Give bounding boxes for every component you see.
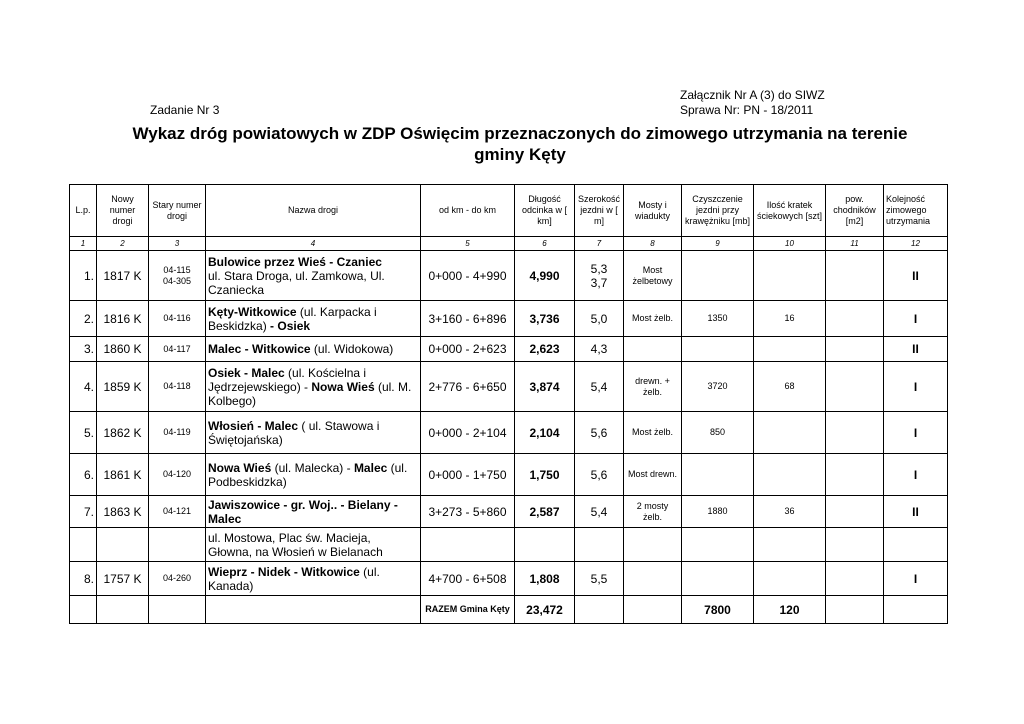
row-cleaning: 1880 bbox=[682, 496, 754, 528]
row-lp: 1. bbox=[70, 251, 97, 301]
row-road-name bbox=[206, 251, 421, 301]
table-row bbox=[70, 251, 948, 301]
row-sidewalks bbox=[826, 454, 884, 496]
row-new-number: 1757 K bbox=[97, 562, 149, 596]
row-km: 3+273 - 5+860 bbox=[421, 496, 515, 528]
row-old-number: 04-116 bbox=[149, 301, 206, 337]
row-lp: 5. bbox=[70, 412, 97, 454]
row-km: 0+000 - 2+623 bbox=[421, 337, 515, 362]
row-km: 0+000 - 1+750 bbox=[421, 454, 515, 496]
road-name-detail: (ul. Malecka) - bbox=[271, 460, 354, 475]
task-label: Zadanie Nr 3 bbox=[150, 103, 220, 117]
road-name-bold: Malec bbox=[353, 460, 388, 475]
row-new-number: 1860 K bbox=[97, 337, 149, 362]
total-grates: 120 bbox=[754, 596, 826, 624]
road-name-bold: Nowa Wieś bbox=[208, 460, 272, 475]
column-number: 1 bbox=[70, 237, 97, 251]
row-order: I bbox=[884, 362, 948, 412]
row-new-number: 1859 K bbox=[97, 362, 149, 412]
row-bridges bbox=[624, 562, 682, 596]
row-lp: 3. bbox=[70, 337, 97, 362]
row-km: 2+776 - 6+650 bbox=[421, 362, 515, 412]
row-km: 0+000 - 4+990 bbox=[421, 251, 515, 301]
row-sidewalks bbox=[826, 301, 884, 337]
empty-cell bbox=[206, 596, 421, 624]
column-number: 4 bbox=[206, 237, 421, 251]
column-number: 6 bbox=[515, 237, 575, 251]
row-lp: 8. bbox=[70, 562, 97, 596]
row-new-number: 1816 K bbox=[97, 301, 149, 337]
row-old-number: 04-120 bbox=[149, 454, 206, 496]
row-grates: 36 bbox=[754, 496, 826, 528]
row-lp: 4. bbox=[70, 362, 97, 412]
row-lp: 6. bbox=[70, 454, 97, 496]
row-road-name: ul. Mostowa, Plac św. Macieja, Głowna, na Włosień w Bielanach bbox=[206, 528, 421, 562]
row-width: 4,3 bbox=[575, 337, 624, 362]
road-name-detail: ( ul. Stawowa i Świętojańska) bbox=[208, 418, 380, 447]
empty-cell bbox=[754, 528, 826, 562]
table-row bbox=[70, 412, 948, 454]
empty-cell bbox=[624, 528, 682, 562]
header-lp: L.p. bbox=[70, 185, 97, 237]
column-number: 8 bbox=[624, 237, 682, 251]
width-line: 3,7 bbox=[590, 275, 608, 290]
row-order: II bbox=[884, 496, 948, 528]
row-bridges bbox=[624, 337, 682, 362]
row-order: I bbox=[884, 412, 948, 454]
row-order: I bbox=[884, 301, 948, 337]
empty-cell bbox=[575, 596, 624, 624]
row-bridges: drewn. + żelb. bbox=[624, 362, 682, 412]
row-road-name bbox=[206, 337, 421, 362]
header-bridges: Mosty i wiadukty bbox=[624, 185, 682, 237]
empty-cell bbox=[884, 528, 948, 562]
row-cleaning bbox=[682, 562, 754, 596]
road-name-bold: Osiek - Malec bbox=[208, 365, 285, 380]
row-length: 1,808 bbox=[515, 562, 575, 596]
row-old-number: 04-260 bbox=[149, 562, 206, 596]
empty-cell bbox=[97, 596, 149, 624]
row-road-name bbox=[206, 412, 421, 454]
header-name: Nazwa drogi bbox=[206, 185, 421, 237]
header-length: Długość odcinka w [ km] bbox=[515, 185, 575, 237]
row-length: 3,874 bbox=[515, 362, 575, 412]
row-km: 4+700 - 6+508 bbox=[421, 562, 515, 596]
old-number-line: 04-115 bbox=[163, 264, 191, 275]
header-order: Kolejność zimowego utrzymania bbox=[884, 185, 948, 237]
row-sidewalks bbox=[826, 412, 884, 454]
road-name-bold: Kęty-Witkowice bbox=[208, 304, 297, 319]
row-old-number: 04-118 bbox=[149, 362, 206, 412]
row-old-number bbox=[149, 251, 206, 301]
row-order: I bbox=[884, 454, 948, 496]
row-bridges: Most żelbetowy bbox=[624, 251, 682, 301]
row-sidewalks bbox=[826, 362, 884, 412]
empty-cell bbox=[149, 528, 206, 562]
title-line-2: gminy Kęty bbox=[474, 145, 566, 164]
row-length: 2,587 bbox=[515, 496, 575, 528]
row-new-number: 1863 K bbox=[97, 496, 149, 528]
row-grates bbox=[754, 251, 826, 301]
road-name-bold: Włosień - Malec bbox=[208, 418, 299, 433]
road-name-bold: Malec - Witkowice bbox=[208, 342, 311, 356]
total-length: 23,472 bbox=[515, 596, 575, 624]
row-road-name bbox=[206, 301, 421, 337]
header-old-number: Stary numer drogi bbox=[149, 185, 206, 237]
road-name-bold: Wieprz - Nidek - Witkowice bbox=[208, 564, 360, 579]
page-title bbox=[70, 123, 970, 165]
row-bridges: Most żelb. bbox=[624, 412, 682, 454]
table-row bbox=[70, 454, 948, 496]
column-number-row bbox=[70, 237, 948, 251]
row-length: 2,104 bbox=[515, 412, 575, 454]
column-number: 11 bbox=[826, 237, 884, 251]
row-order: I bbox=[884, 562, 948, 596]
column-number: 2 bbox=[97, 237, 149, 251]
header-km: od km - do km bbox=[421, 185, 515, 237]
old-number-line: 04-305 bbox=[162, 275, 192, 286]
row-length: 4,990 bbox=[515, 251, 575, 301]
empty-cell bbox=[149, 596, 206, 624]
empty-cell bbox=[682, 528, 754, 562]
column-number: 10 bbox=[754, 237, 826, 251]
row-bridges: Most drewn. bbox=[624, 454, 682, 496]
header-row bbox=[70, 185, 948, 237]
road-name-detail: (ul. Kościelna i Jędrzejewskiego) - bbox=[208, 365, 367, 394]
row-lp: 7. bbox=[70, 496, 97, 528]
row-grates: 68 bbox=[754, 362, 826, 412]
road-name-bold: Nowa Wieś bbox=[311, 379, 375, 394]
table-row bbox=[70, 337, 948, 362]
column-number: 5 bbox=[421, 237, 515, 251]
header-width: Szerokość jezdni w [ m] bbox=[575, 185, 624, 237]
row-grates bbox=[754, 412, 826, 454]
row-old-number: 04-121 bbox=[149, 496, 206, 528]
total-row bbox=[70, 596, 948, 624]
column-number: 12 bbox=[884, 237, 948, 251]
attachment-line-1: Załącznik Nr A (3) do SIWZ bbox=[680, 88, 825, 102]
row-grates: 16 bbox=[754, 301, 826, 337]
attachment-line-2: Sprawa Nr: PN - 18/2011 bbox=[680, 103, 814, 117]
row-length: 2,623 bbox=[515, 337, 575, 362]
row-grates bbox=[754, 562, 826, 596]
empty-cell bbox=[70, 528, 97, 562]
row-cleaning bbox=[682, 454, 754, 496]
empty-cell bbox=[515, 528, 575, 562]
road-name-bold: - Osiek bbox=[270, 318, 311, 333]
total-cleaning: 7800 bbox=[682, 596, 754, 624]
roads-table bbox=[69, 184, 948, 624]
road-name-detail: (ul. Kanada) bbox=[208, 564, 380, 593]
table-row bbox=[70, 301, 948, 337]
row-width: 5,4 bbox=[575, 362, 624, 412]
empty-cell bbox=[826, 596, 884, 624]
row-width: 5,6 bbox=[575, 412, 624, 454]
row-width bbox=[575, 251, 624, 301]
row-grates bbox=[754, 454, 826, 496]
row-width: 5,5 bbox=[575, 562, 624, 596]
road-name-detail: (ul. Karpacka i Beskidzka) bbox=[208, 304, 377, 333]
row-new-number: 1817 K bbox=[97, 251, 149, 301]
row-km: 3+160 - 6+896 bbox=[421, 301, 515, 337]
row-road-name bbox=[206, 454, 421, 496]
row-road-name bbox=[206, 562, 421, 596]
row-km: 0+000 - 2+104 bbox=[421, 412, 515, 454]
row-new-number: 1861 K bbox=[97, 454, 149, 496]
total-label: RAZEM Gmina Kęty bbox=[421, 596, 515, 624]
table-row bbox=[70, 496, 948, 528]
empty-cell bbox=[70, 596, 97, 624]
row-cleaning bbox=[682, 337, 754, 362]
empty-cell bbox=[826, 528, 884, 562]
row-new-number: 1862 K bbox=[97, 412, 149, 454]
row-grates bbox=[754, 337, 826, 362]
row-width: 5,0 bbox=[575, 301, 624, 337]
empty-cell bbox=[575, 528, 624, 562]
row-cleaning: 1350 bbox=[682, 301, 754, 337]
row-old-number: 04-117 bbox=[149, 337, 206, 362]
row-road-name: Jawiszowice - gr. Woj.. - Bielany - Malec bbox=[206, 496, 421, 528]
row-sidewalks bbox=[826, 251, 884, 301]
row-length: 1,750 bbox=[515, 454, 575, 496]
table-row bbox=[70, 562, 948, 596]
row-cleaning: 850 bbox=[682, 412, 754, 454]
row-sidewalks bbox=[826, 496, 884, 528]
row-width: 5,6 bbox=[575, 454, 624, 496]
header-sidewalks: pow. chodników [m2] bbox=[826, 185, 884, 237]
row-bridges: 2 mosty żelb. bbox=[624, 496, 682, 528]
row-cleaning: 3720 bbox=[682, 362, 754, 412]
empty-cell bbox=[97, 528, 149, 562]
row-order: II bbox=[884, 251, 948, 301]
row-width: 5,4 bbox=[575, 496, 624, 528]
header-grates: Ilość kratek ściekowych [szt] bbox=[754, 185, 826, 237]
row-order: II bbox=[884, 337, 948, 362]
row-cleaning bbox=[682, 251, 754, 301]
width-line: 5,3 bbox=[590, 261, 608, 276]
row-lp: 2. bbox=[70, 301, 97, 337]
empty-cell bbox=[624, 596, 682, 624]
table-row bbox=[70, 362, 948, 412]
row-old-number: 04-119 bbox=[149, 412, 206, 454]
row-length: 3,736 bbox=[515, 301, 575, 337]
row-bridges: Most żelb. bbox=[624, 301, 682, 337]
row-sidewalks bbox=[826, 337, 884, 362]
column-number: 9 bbox=[682, 237, 754, 251]
road-name-detail: ul. Stara Droga, ul. Zamkowa, Ul. Czaniecka bbox=[208, 268, 385, 297]
road-name-bold: Bulowice przez Wieś - Czaniec bbox=[208, 254, 382, 269]
header-cleaning: Czyszczenie jezdni przy krawężniku [mb] bbox=[682, 185, 754, 237]
road-name-detail: (ul. M. Kolbego) bbox=[208, 379, 412, 408]
empty-cell bbox=[884, 596, 948, 624]
row-sidewalks bbox=[826, 562, 884, 596]
title-line-1: Wykaz dróg powiatowych w ZDP Oświęcim przeznaczonych do zimowego utrzymania na terenie bbox=[132, 124, 908, 143]
empty-cell bbox=[421, 528, 515, 562]
road-name-detail: (ul. Widokowa) bbox=[310, 342, 394, 356]
row-road-name bbox=[206, 362, 421, 412]
header-new-number: Nowy numer drogi bbox=[97, 185, 149, 237]
column-number: 7 bbox=[575, 237, 624, 251]
table-row bbox=[70, 528, 948, 562]
road-name-detail: (ul. Podbeskidzka) bbox=[208, 460, 408, 489]
column-number: 3 bbox=[149, 237, 206, 251]
